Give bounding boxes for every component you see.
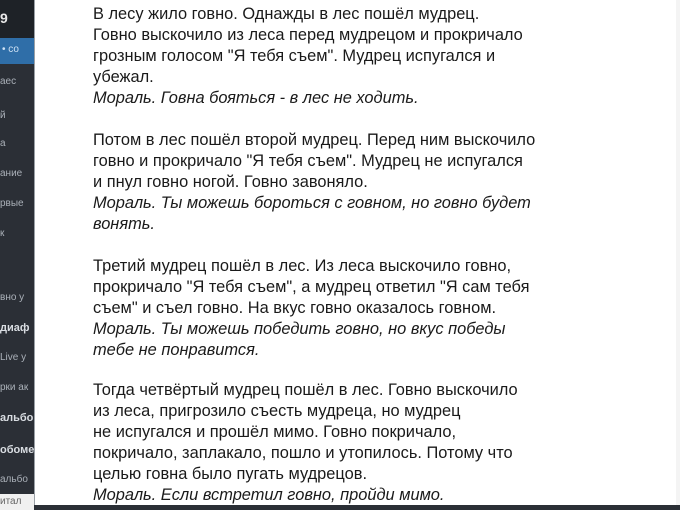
story-moral: тебе не понравится. [93, 341, 260, 359]
story-line: Потом в лес пошёл второй мудрец. Перед ним выскочило [93, 131, 536, 149]
sidebar-item[interactable]: Live у [0, 352, 27, 363]
sidebar-item[interactable]: ание [0, 168, 23, 179]
sidebar-active-item[interactable] [0, 38, 34, 64]
story-line: покричало, заплакало, пошло и утопилось. Потому что [93, 444, 513, 462]
sidebar-header [0, 0, 34, 38]
sidebar-item[interactable]: альбо [0, 474, 28, 485]
story-line: говно и прокричало "Я тебя съем". Мудрец не испугался [93, 152, 523, 170]
story-moral: Мораль. Если встретил говно, пройди мимо. [93, 486, 445, 504]
sidebar-header-label: 9 [0, 10, 8, 26]
story-line: убежал. [93, 68, 154, 86]
sidebar-item[interactable]: вно у [0, 292, 25, 303]
story-line: и пнул говно ногой. Говно завоняло. [93, 173, 368, 191]
sidebar-item[interactable]: к [0, 228, 5, 239]
story-line: Третий мудрец пошёл в лес. Из леса выскочило говно, [93, 257, 512, 275]
story-line: Тогда четвёртый мудрец пошёл в лес. Говно выскочило [93, 381, 518, 399]
sidebar-item[interactable]: й [0, 110, 6, 121]
story-moral: Мораль. Ты можешь победить говно, но вкус победы [93, 320, 506, 338]
story-line: В лесу жило говно. Однажды в лес пошёл мудрец. [93, 5, 480, 23]
sidebar-item[interactable]: диаф [0, 322, 30, 334]
story-line: целью говна было пугать мудрецов. [93, 465, 367, 483]
sidebar-active-item-label: • со [2, 44, 19, 55]
sidebar-item[interactable]: рвые [0, 198, 24, 209]
story-line: прокричало "Я тебя съем", а мудрец ответил "Я сам тебя [93, 278, 530, 296]
sidebar-item[interactable]: рки ак [0, 382, 29, 393]
sidebar-item[interactable]: аес [0, 76, 17, 87]
scroll-edge [676, 0, 680, 505]
story-moral: вонять. [93, 215, 155, 233]
sidebar-bottom-strip [0, 494, 34, 510]
story-line: Говно выскочило из леса перед мудрецом и прокричало [93, 26, 523, 44]
story-moral: Мораль. Ты можешь бороться с говном, но говно будет [93, 194, 531, 212]
sidebar-item[interactable]: итал [0, 496, 22, 507]
story-line: грозным голосом "Я тебя съем". Мудрец испугался и [93, 47, 496, 65]
story-paragraph-4 [93, 380, 613, 506]
story-paragraph-3 [93, 256, 613, 361]
story-paragraph-2 [93, 130, 613, 235]
story-line: из леса, пригрозило съесть мудреца, но мудрец [93, 402, 461, 420]
story-line: съем" и съел говно. На вкус говно оказалось говном. [93, 299, 497, 317]
sidebar-item[interactable]: альбо [0, 412, 34, 424]
sidebar-item[interactable]: обоме [0, 444, 34, 456]
background-sidebar [0, 0, 34, 510]
story-paragraph-1 [93, 4, 613, 109]
sidebar-item[interactable]: а [0, 138, 6, 149]
story-line: не испугался и прошёл мимо. Говно покричало, [93, 423, 457, 441]
story-moral: Мораль. Говна бояться - в лес не ходить. [93, 89, 419, 107]
